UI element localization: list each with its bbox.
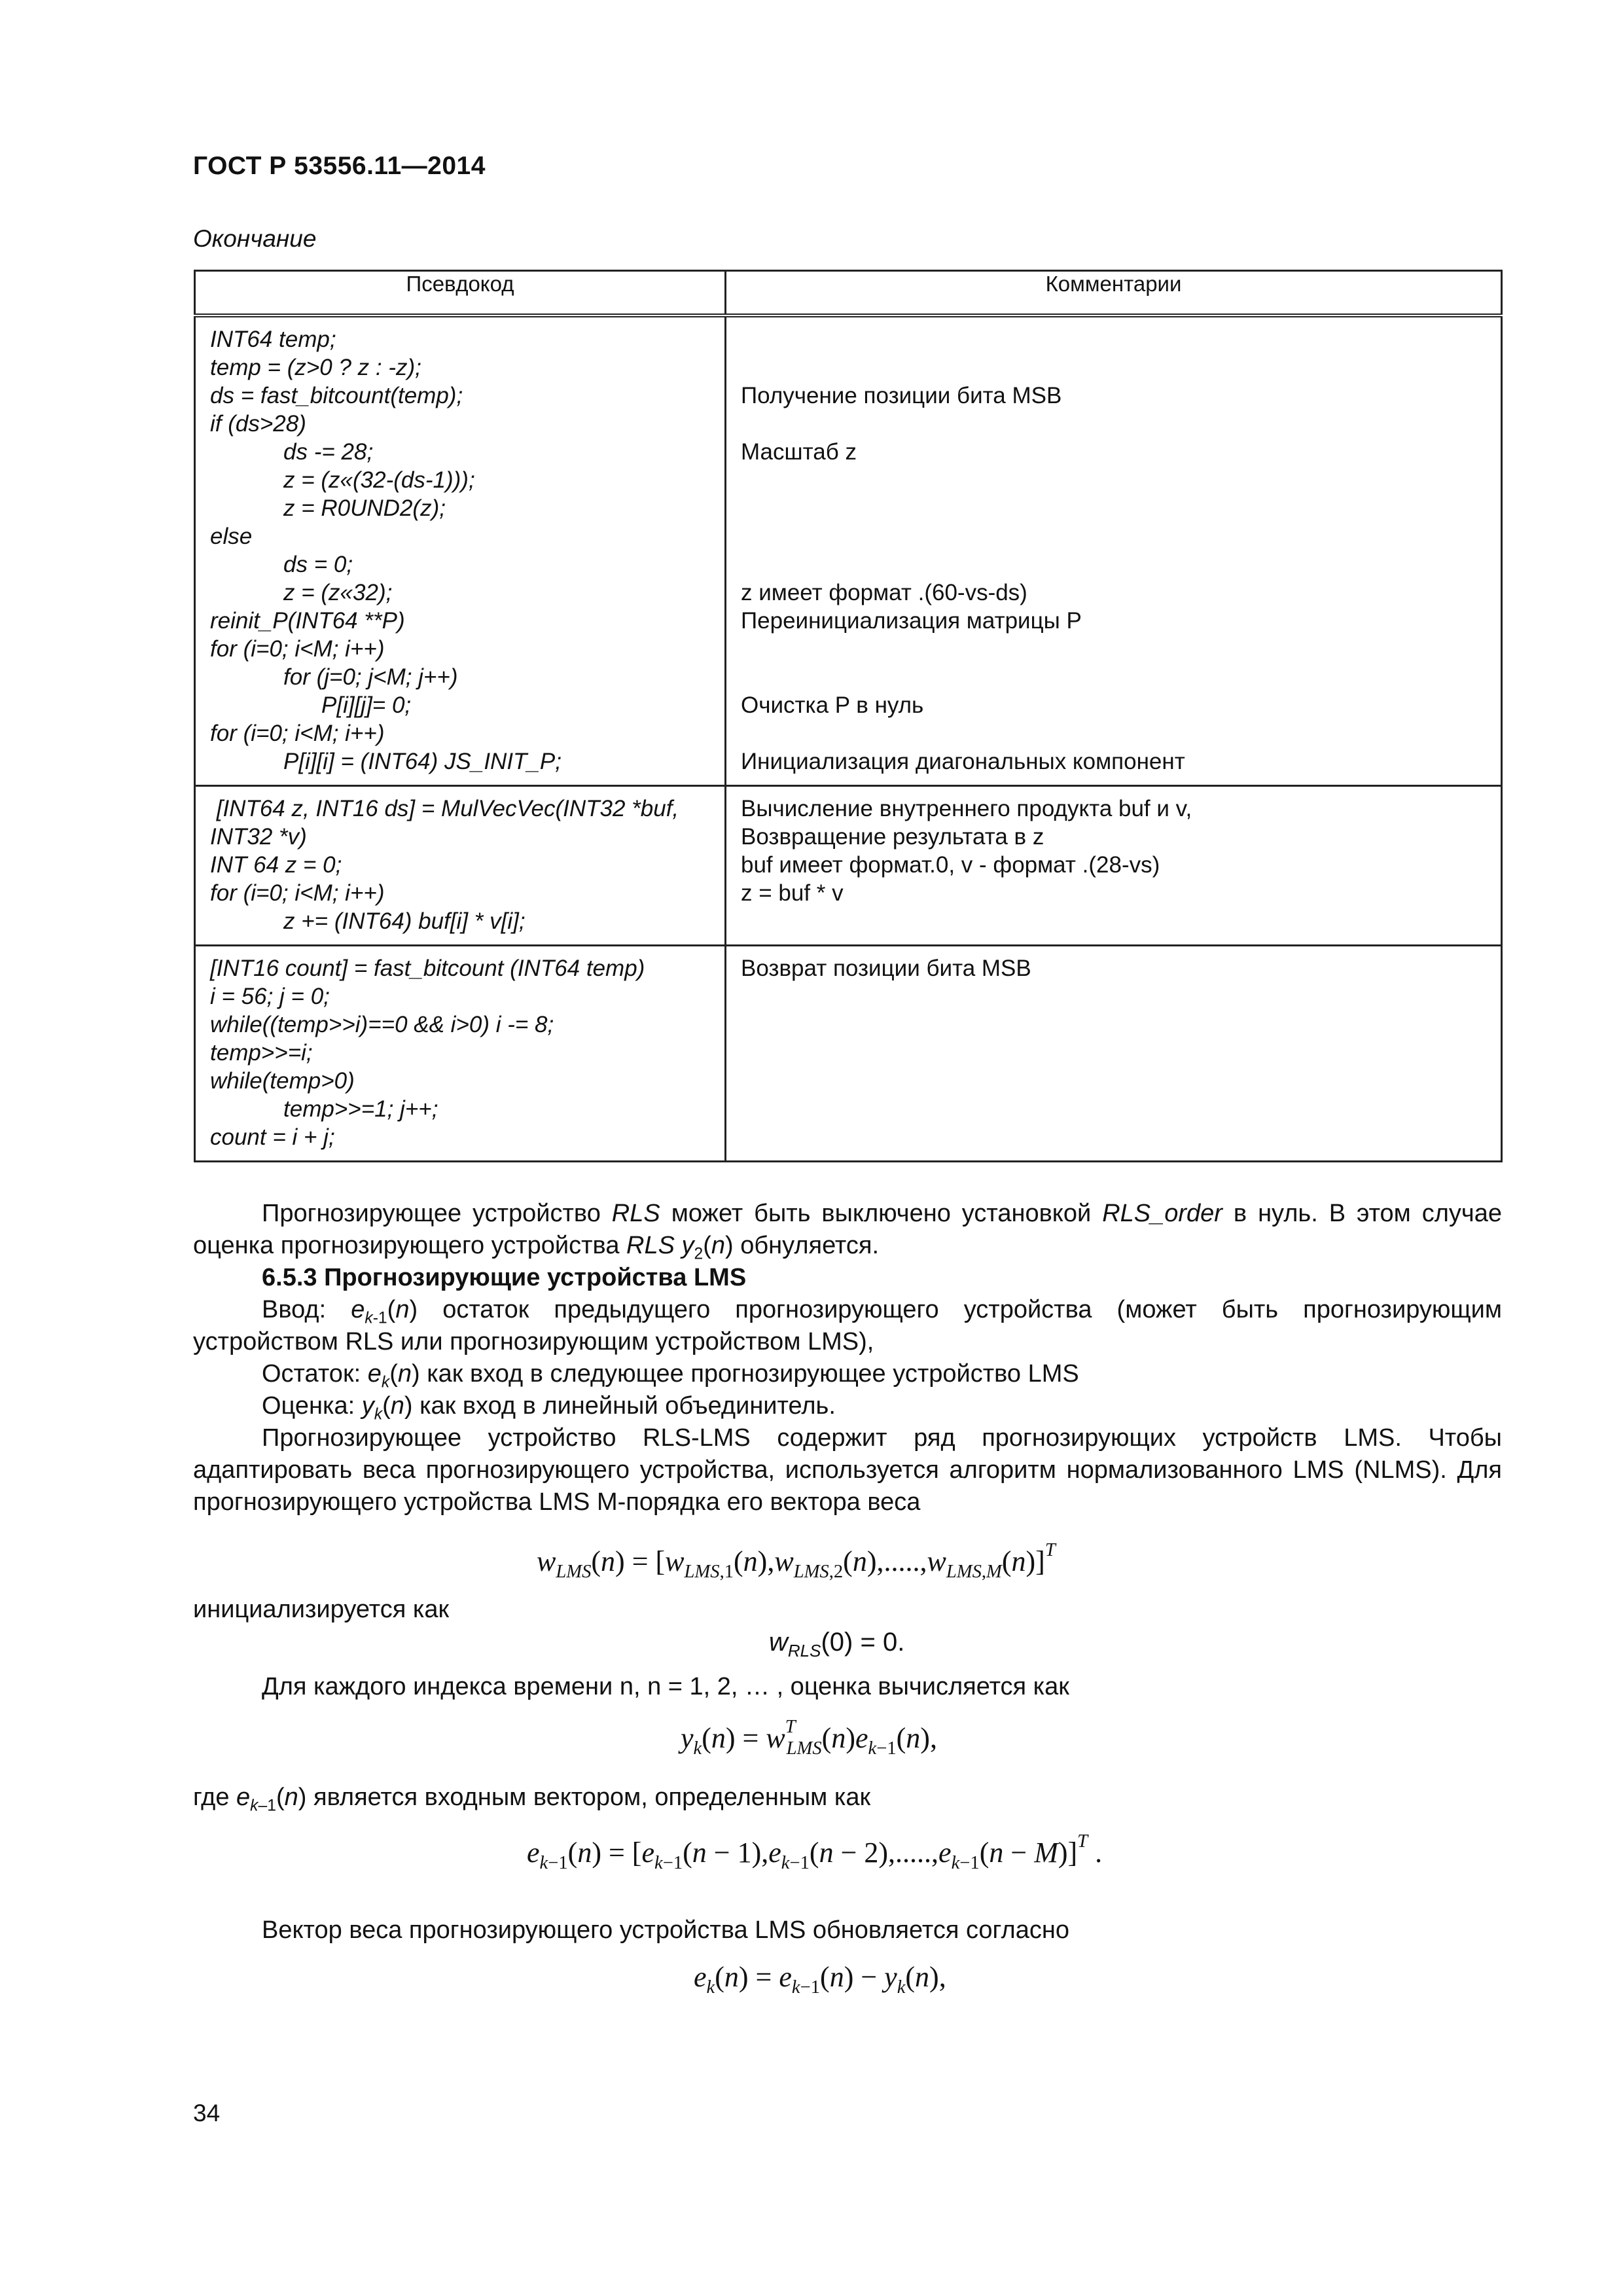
- code-line: if (ds>28): [210, 411, 306, 437]
- code-line: z = (z«32);: [283, 580, 393, 605]
- code-line: count = i + j;: [210, 1124, 335, 1150]
- comment-line: [741, 466, 1486, 494]
- document-header: ГОСТ Р 53556.11—2014: [193, 152, 486, 180]
- formula-init: $w_{RLS}(0) = 0$.: [769, 1628, 905, 1661]
- code-line: while((temp>>i)==0 && i>0) i -= 8;: [210, 1012, 554, 1037]
- paragraph-input: Ввод: $e_{k-1}(n)$ остаток предыдущего прогнозирующего устройства (может быть прогнозирующим устройством RLS или прогнозирующим устройством LMS),: [193, 1296, 1503, 1355]
- comment-cell: [726, 315, 1502, 786]
- code-line: INT 64 z = 0;: [210, 852, 342, 878]
- code-line: temp = (z>0 ? z : -z);: [210, 355, 421, 380]
- code-line: P[i][i] = (INT64) JS_INIT_P;: [283, 749, 562, 774]
- comment-line: z = buf * v: [741, 880, 844, 906]
- code-line: [INT16 count] = fast_bitcount (INT64 temp): [210, 956, 645, 981]
- code-line: for (i=0; i<M; i++): [210, 721, 385, 746]
- comment-line: [741, 494, 1486, 522]
- comment-line: [741, 325, 1486, 353]
- comment-line: Вычисление внутреннего продукта buf и v,: [741, 796, 1192, 821]
- comment-line: Очистка P в нуль: [741, 692, 924, 718]
- code-line: while(temp>0): [210, 1068, 355, 1094]
- formula-weight-vector: $w_{LMS}(n) = [w_{LMS,1}(n),w_{LMS,2}(n),.....,w_{LMS,M}(n)]^T$: [537, 1540, 1056, 1582]
- code-line: z += (INT64) buf[i] * v[i];: [283, 908, 526, 934]
- for-each-text: Для каждого индекса времени n, n = 1, 2, … , оценка вычисляется как: [262, 1673, 1069, 1700]
- code-line: for (i=0; i<M; i++): [210, 880, 385, 906]
- formula-input-vector: $e_{k-1}(n) = [e_{k-1}(n - 1),e_{k-1}(n - 2),.....,e_{k-1}(n - M)]^T$ .: [527, 1831, 1103, 1873]
- header-pseudocode: Псевдокод: [195, 271, 726, 316]
- code-line: else: [210, 524, 253, 549]
- code-line: [INT64 z, INT16 ds] = MulVecVec(INT32 *buf,: [210, 796, 679, 821]
- paragraph-rls-off: Прогнозирующее устройство RLS может быть выключено установкой RLS_order в нуль. В этом случае оценка прогнозирующего устройства RLS $y_2(n)$ обнуляется.: [193, 1200, 1502, 1263]
- comment-line: z имеет формат .(60-vs-ds): [741, 580, 1027, 605]
- code-line: ds -= 28;: [283, 439, 374, 465]
- comment-line: [741, 635, 1486, 663]
- comment-line: buf имеет формат.0, v - формат .(28-vs): [741, 852, 1160, 878]
- comment-line: Получение позиции бита MSB: [741, 383, 1062, 408]
- comment-line: Возврат позиции бита MSB: [741, 956, 1031, 981]
- section-heading: 6.5.3 Прогнозирующие устройства LMS: [262, 1264, 747, 1291]
- code-line: z = R0UND2(z);: [283, 495, 446, 521]
- table-row: [195, 946, 1502, 1162]
- formula-residual: $e_k(n) = e_{k-1}(n) - y_k(n)$,: [694, 1961, 946, 1998]
- code-line: temp>>=i;: [210, 1040, 313, 1066]
- comment-cell: [726, 946, 1502, 1162]
- comment-line: Масштаб z: [741, 439, 857, 465]
- formula-estimate: $y_k(n) = w^T_{LMS}(n)e_{k-1}(n)$,: [681, 1717, 937, 1759]
- init-text: инициализируется как: [193, 1596, 450, 1623]
- comment-line: Инициализация диагональных компонент: [741, 749, 1185, 774]
- code-line: for (i=0; i<M; i++): [210, 636, 385, 662]
- page-number: 34: [193, 2100, 221, 2126]
- code-line: temp>>=1; j++;: [283, 1096, 438, 1122]
- update-text: Вектор веса прогнозирующего устройства LMS обновляется согласно: [262, 1916, 1069, 1944]
- table-row: [195, 315, 1502, 786]
- code-cell: [195, 315, 726, 786]
- code-cell: [195, 786, 726, 946]
- code-line: for (j=0; j<M; j++): [283, 664, 458, 690]
- code-line: reinit_P(INT64 **P): [210, 608, 405, 634]
- code-line: INT32 *v): [210, 824, 307, 850]
- comment-line: [741, 550, 1486, 579]
- paragraph-rls-lms: Прогнозирующее устройство RLS-LMS содержит ряд прогнозирующих устройств LMS. Чтобы адаптировать веса прогнозирующего устройства, используется алгоритм нормализованного LMS (NLMS). Для прогнозирующего устройства LMS M-порядка его вектора веса: [193, 1424, 1502, 1516]
- comment-line: Переинициализация матрицы P: [741, 608, 1082, 634]
- comment-line: Возвращение результата в z: [741, 824, 1044, 850]
- code-line: ds = fast_bitcount(temp);: [210, 383, 463, 408]
- header-comments: Комментарии: [726, 271, 1502, 316]
- pseudocode-table: [194, 270, 1503, 1162]
- code-line: i = 56; j = 0;: [210, 984, 330, 1009]
- code-cell: [195, 946, 726, 1162]
- comment-line: [741, 353, 1486, 382]
- where-text: где $e_{k-1}(n)$ является входным вектором, определенным как: [193, 1784, 871, 1815]
- comment-line: [741, 663, 1486, 691]
- comment-line: [741, 410, 1486, 438]
- code-line: P[i][j]= 0;: [321, 692, 412, 718]
- table-row: [195, 786, 1502, 946]
- comment-line: [741, 522, 1486, 550]
- paragraph-residual: Остаток: $e_k(n)$ как вход в следующее прогнозирующее устройство LMS: [262, 1360, 1079, 1391]
- comment-line: [741, 719, 1486, 747]
- code-line: z = (z«(32-(ds-1)));: [283, 467, 475, 493]
- code-line: INT64 temp;: [210, 327, 336, 352]
- body-text-block: [193, 1198, 1502, 1518]
- code-line: ds = 0;: [283, 552, 353, 577]
- comment-cell: [726, 786, 1502, 946]
- paragraph-estimate: Оценка: $y_k(n)$ как вход в линейный объединитель.: [262, 1392, 836, 1424]
- table-caption: Окончание: [193, 225, 317, 252]
